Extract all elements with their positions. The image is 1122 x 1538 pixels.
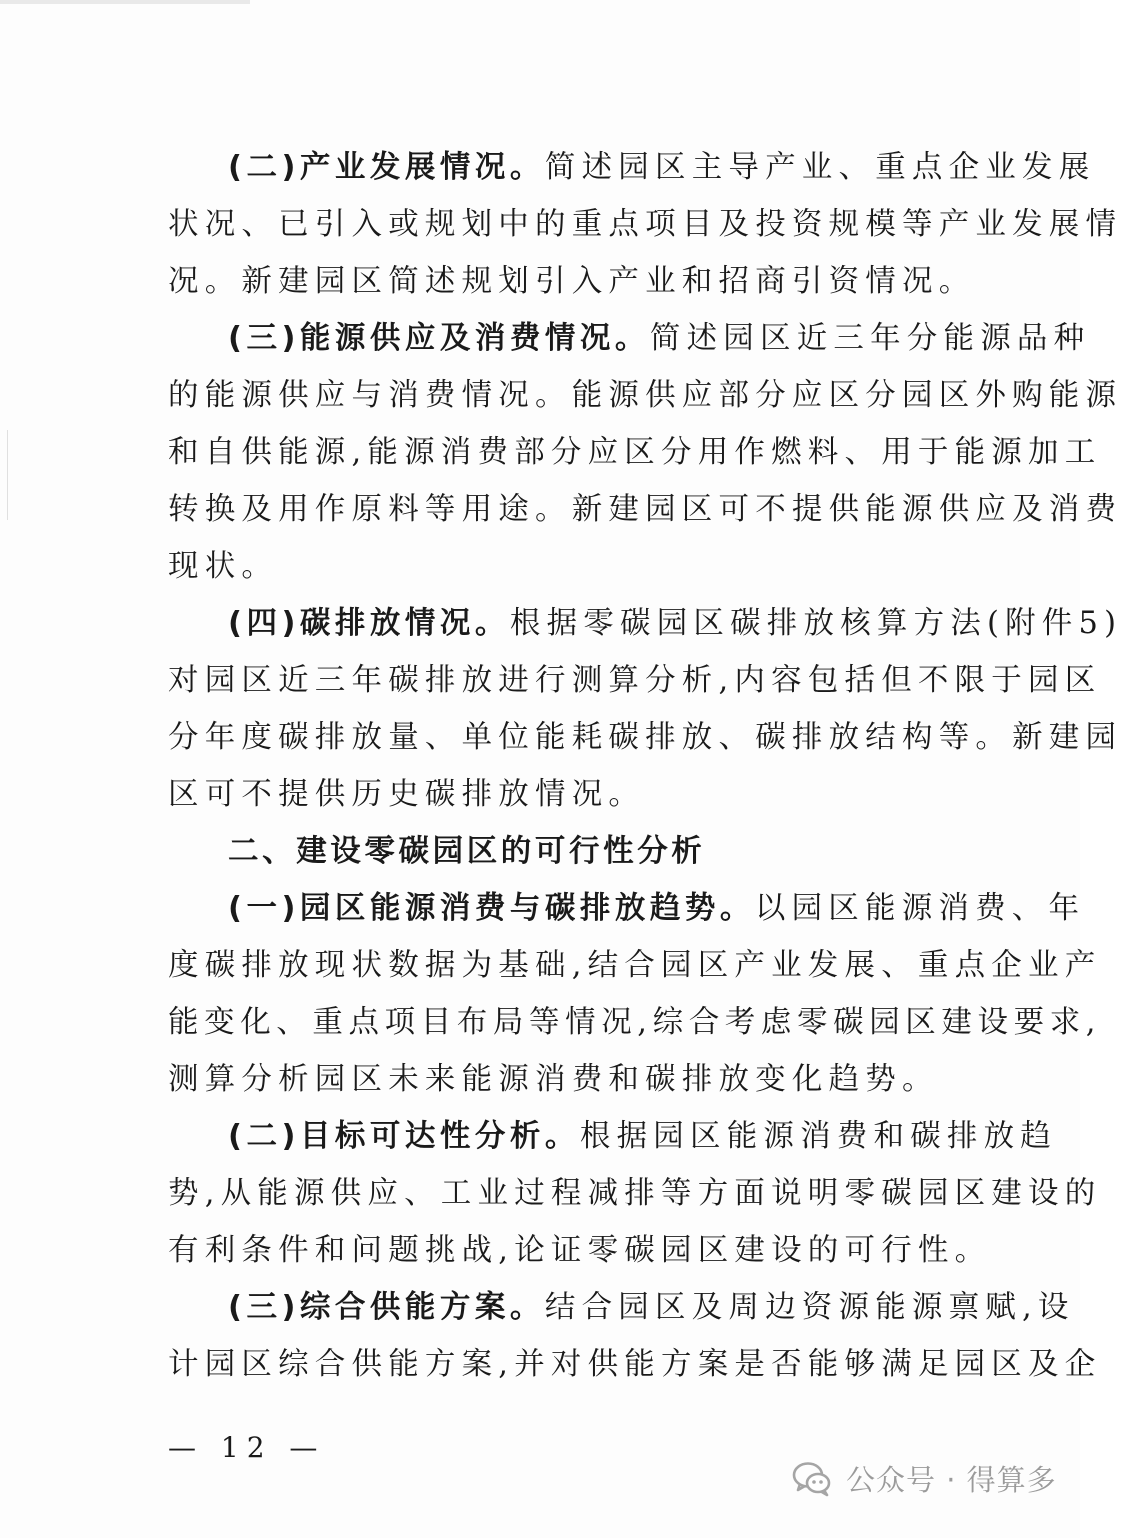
text-line: [168, 994, 1102, 1052]
line-text: 状况、已引入或规划中的重点项目及投资规模等产业发展情: [168, 207, 1122, 242]
section-heading: (三)综合供能方案。: [228, 1290, 545, 1325]
section-heading: (三)能源供应及消费情况。: [228, 321, 650, 356]
chapter-heading: 二、建设零碳园区的可行性分析: [228, 834, 706, 869]
line-text: 况。新建园区简述规划引入产业和招商引资情况。: [168, 264, 976, 299]
text-line: [168, 1051, 939, 1109]
line-text: 度碳排放现状数据为基础,结合园区产业发展、重点企业产: [168, 948, 1102, 983]
line-text: 区可不提供历史碳排放情况。: [168, 777, 646, 812]
line-text: 根据园区能源消费和碳排放趋: [579, 1119, 1057, 1154]
line-text: 现状。: [168, 549, 279, 584]
section-heading: (四)碳排放情况。: [228, 606, 510, 641]
line-text: 结合园区及周边资源能源禀赋,设: [544, 1290, 1075, 1325]
text-line: [168, 253, 976, 311]
text-line: [228, 310, 1091, 368]
line-text: 分年度碳排放量、单位能耗碳排放、碳排放结构等。新建园: [168, 720, 1122, 755]
text-line: [168, 538, 928, 596]
line-text: 势,从能源供应、工业过程减排等方面说明零碳园区建设的: [168, 1176, 1102, 1211]
line-text: 根据零碳园区碳排放核算方法(附件5): [509, 606, 1122, 641]
line-text: 简述园区近三年分能源品种: [649, 321, 1091, 356]
wechat-icon: [790, 1456, 834, 1500]
text-line: [168, 367, 1122, 425]
text-line: [228, 1279, 1075, 1337]
text-line: [228, 139, 1096, 197]
text-line: [168, 1222, 992, 1280]
line-text: 测算分析园区未来能源消费和碳排放变化趋势。: [168, 1062, 939, 1097]
text-line: [168, 1336, 1102, 1394]
text-line: [168, 196, 1122, 254]
text-line: [228, 880, 1086, 938]
page-number: — 12 —: [168, 1431, 326, 1464]
line-text: 对园区近三年碳排放进行测算分析,内容包括但不限于园区: [168, 663, 1102, 698]
watermark-text: 公众号 · 得算多: [846, 1462, 1057, 1497]
wechat-watermark: [790, 1448, 1057, 1508]
text-line: [168, 481, 1122, 539]
text-line: [168, 937, 1102, 995]
text-line: [168, 652, 1102, 710]
text-line: [168, 424, 1102, 482]
text-line: [168, 1165, 1102, 1223]
chapter-heading-line: [228, 823, 928, 881]
section-heading: (一)园区能源消费与碳排放趋势。: [228, 891, 755, 926]
text-line: [168, 766, 928, 824]
line-text: 和自供能源,能源消费部分应区分用作燃料、用于能源加工: [168, 435, 1102, 470]
line-text: 计园区综合供能方案,并对供能方案是否能够满足园区及企: [168, 1347, 1102, 1382]
line-text: 转换及用作原料等用途。新建园区可不提供能源供应及消费: [168, 492, 1122, 527]
text-line: [228, 1108, 1057, 1166]
line-text: 有利条件和问题挑战,论证零碳园区建设的可行性。: [168, 1233, 992, 1268]
section-heading: (二)目标可达性分析。: [228, 1119, 580, 1154]
line-text: 的能源供应与消费情况。能源供应部分应区分园区外购能源: [168, 378, 1122, 413]
line-text: 简述园区主导产业、重点企业发展: [544, 150, 1096, 185]
scan-margin-mark: [7, 430, 8, 520]
scan-edge-strip: [0, 0, 250, 4]
line-text: 以园区能源消费、年: [754, 891, 1086, 926]
line-text: 能变化、重点项目布局等情况,综合考虑零碳园区建设要求,: [168, 1005, 1102, 1040]
section-heading: (二)产业发展情况。: [228, 150, 545, 185]
text-line: [168, 709, 1122, 767]
text-line: [228, 595, 1122, 653]
